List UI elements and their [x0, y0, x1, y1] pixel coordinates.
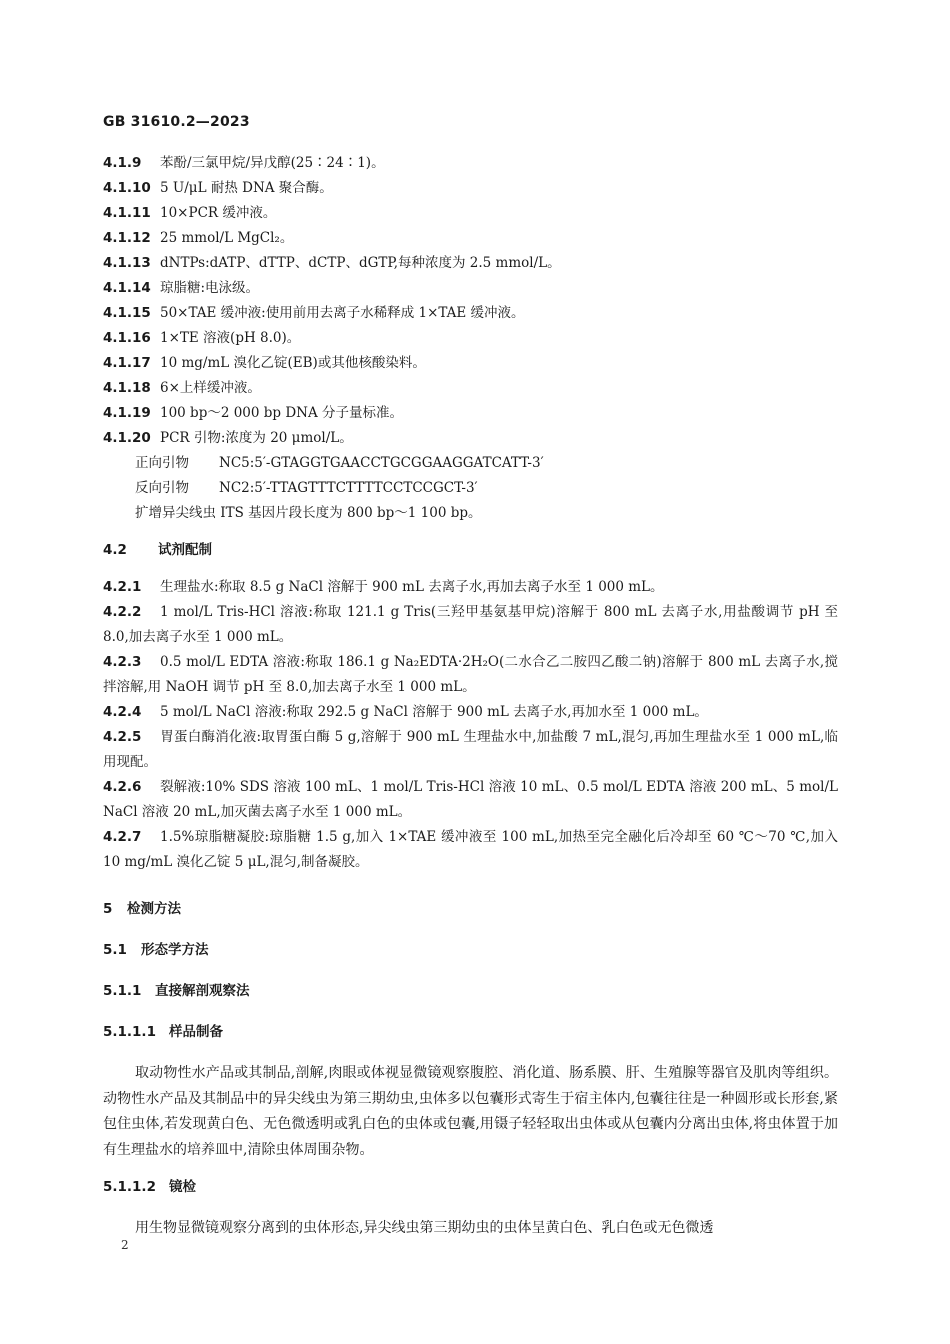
clause-number: 4.1.10: [103, 180, 151, 196]
list-item: [103, 825, 838, 875]
clause-number: 4.2.4: [103, 704, 142, 720]
clause-number: 4.1.15: [103, 305, 151, 321]
clause-number: 4.2.5: [103, 729, 142, 745]
list-item: [103, 775, 838, 825]
clause-text: 1 mol/L Tris-HCl 溶液:称取 121.1 g Tris(三羟甲基氨基甲烷)溶解于 800 mL 去离子水,用盐酸调节 pH 至 8.0,加去离子水至 1 000 mL。: [103, 604, 838, 645]
clause-number: 4.1.16: [103, 330, 151, 346]
list-item: [103, 650, 838, 700]
clause-text: 0.5 mol/L EDTA 溶液:称取 186.1 g Na₂EDTA·2H₂O(二水合乙二胺四乙酸二钠)溶解于 800 mL 去离子水,搅拌溶解,用 NaOH 调节 pH 至 8.0,加去离子水至 1 000 mL。: [103, 654, 838, 695]
section-heading-4-2: [103, 538, 838, 563]
reagent-list: [103, 151, 838, 451]
list-item: [103, 401, 838, 426]
clause-text: 10×PCR 缓冲液。: [160, 205, 277, 221]
microscopy-text: 用生物显微镜观察分离到的虫体形态,异尖线虫第三期幼虫的虫体呈黄白色、乳白色或无色微透: [135, 1220, 714, 1236]
clause-text: 1×TE 溶液(pH 8.0)。: [160, 330, 301, 346]
list-item: [103, 226, 838, 251]
section-title: 直接解剖观察法: [155, 983, 250, 999]
clause-number: 4.1.17: [103, 355, 151, 371]
list-item: [103, 151, 838, 176]
clause-text: 6×上样缓冲液。: [160, 380, 261, 396]
clause-number: 4.2.7: [103, 829, 142, 845]
list-item: [103, 700, 838, 725]
clause-text: 苯酚/三氯甲烷/异戊醇(25∶24∶1)。: [160, 155, 385, 171]
list-item: [103, 301, 838, 326]
clause-number: 4.1.11: [103, 205, 151, 221]
section-number: 5.1.1: [103, 983, 142, 999]
standard-code: GB 31610.2—2023: [103, 114, 250, 130]
clause-text: 胃蛋白酶消化液:取胃蛋白酶 5 g,溶解于 900 mL 生理盐水中,加盐酸 7 mL,混匀,再加生理盐水至 1 000 mL,临用现配。: [103, 729, 838, 770]
list-item: [103, 376, 838, 401]
clause-number: 4.2.2: [103, 604, 142, 620]
clause-text: 5 U/μL 耐热 DNA 聚合酶。: [160, 180, 333, 196]
section-heading-5-1: [103, 938, 838, 963]
section-title: 检测方法: [127, 901, 181, 917]
clause-text: 裂解液:10% SDS 溶液 100 mL、1 mol/L Tris-HCl 溶液 10 mL、0.5 mol/L EDTA 溶液 200 mL、5 mol/L NaCl 溶液 20 mL,加灭菌去离子水至 1 000 mL。: [103, 779, 838, 820]
list-item: [103, 725, 838, 775]
clause-text: 生理盐水:称取 8.5 g NaCl 溶解于 900 mL 去离子水,再加去离子水至 1 000 mL。: [160, 579, 664, 595]
section-title: 镜检: [169, 1179, 196, 1195]
reverse-primer-label: 反向引物: [135, 480, 189, 496]
list-item: [103, 176, 838, 201]
clause-text: dNTPs:dATP、dTTP、dCTP、dGTP,每种浓度为 2.5 mmol/L。: [160, 255, 561, 271]
list-item: [103, 201, 838, 226]
section-number: 5: [103, 901, 113, 917]
section-number: 4.2: [103, 542, 127, 558]
list-item: [103, 326, 838, 351]
clause-number: 4.1.19: [103, 405, 151, 421]
amplicon-note: 扩增异尖线虫 ITS 基因片段长度为 800 bp～1 100 bp。: [135, 505, 482, 521]
list-item: [103, 351, 838, 376]
clause-number: 4.1.12: [103, 230, 151, 246]
reverse-primer-sequence: NC2:5′-TTAGTTTCTTTTCCTCCGCT-3′: [219, 480, 478, 496]
clause-text: PCR 引物:浓度为 20 μmol/L。: [160, 430, 353, 446]
clause-text: 100 bp～2 000 bp DNA 分子量标准。: [160, 405, 404, 421]
section-number: 5.1: [103, 942, 127, 958]
section-number: 5.1.1.2: [103, 1179, 156, 1195]
clause-number: 4.2.6: [103, 779, 142, 795]
forward-primer-label: 正向引物: [135, 455, 189, 471]
preparation-list: [103, 575, 838, 875]
clause-text: 5 mol/L NaCl 溶液:称取 292.5 g NaCl 溶解于 900 mL 去离子水,再加水至 1 000 mL。: [160, 704, 708, 720]
list-item: [103, 575, 838, 600]
list-item: [103, 251, 838, 276]
forward-primer: [103, 451, 838, 476]
section-number: 5.1.1.1: [103, 1024, 156, 1040]
page-number: 2: [121, 1238, 129, 1252]
list-item: [103, 426, 838, 451]
primer-block: [103, 451, 838, 526]
section-heading-5: [103, 897, 838, 922]
list-item: [103, 600, 838, 650]
page-content: [103, 151, 838, 1242]
clause-text: 琼脂糖:电泳级。: [160, 280, 260, 296]
clause-number: 4.1.14: [103, 280, 151, 296]
clause-number: 4.1.18: [103, 380, 151, 396]
reverse-primer: [103, 476, 838, 501]
clause-number: 4.2.3: [103, 654, 142, 670]
clause-text: 25 mmol/L MgCl₂。: [160, 230, 294, 246]
section-heading-5-1-1: [103, 979, 838, 1004]
list-item: [103, 276, 838, 301]
forward-primer-sequence: NC5:5′-GTAGGTGAACCTGCGGAAGGATCATT-3′: [219, 455, 544, 471]
clause-text: 10 mg/mL 溴化乙锭(EB)或其他核酸染料。: [160, 355, 426, 371]
sample-preparation-text: 取动物性水产品或其制品,剖解,肉眼或体视显微镜观察腹腔、消化道、肠系膜、肝、生殖腺等器官及肌肉等组织。动物性水产品及其制品中的异尖线虫为第三期幼虫,虫体多以包囊形式寄生于宿主体内,包囊往往是一种圆形或长形套,紧包住虫体,若发现黄白色、无色微透明或乳白色的虫体或包囊,用镊子轻轻取出虫体或从包囊内分离出虫体,将虫体置于加有生理盐水的培养皿中,清除虫体周围杂物。: [103, 1065, 838, 1158]
clause-number: 4.1.9: [103, 155, 142, 171]
clause-number: 4.2.1: [103, 579, 142, 595]
clause-text: 1.5%琼脂糖凝胶:琼脂糖 1.5 g,加入 1×TAE 缓冲液至 100 mL,加热至完全融化后冷却至 60 ℃～70 ℃,加入 10 mg/mL 溴化乙锭 5 μL,混匀,制备凝胶。: [103, 829, 838, 870]
clause-number: 4.1.20: [103, 430, 151, 446]
clause-text: 50×TAE 缓冲液:使用前用去离子水稀释成 1×TAE 缓冲液。: [160, 305, 525, 321]
section-title: 样品制备: [169, 1024, 223, 1040]
section-title: 形态学方法: [141, 942, 209, 958]
section-title: 试剂配制: [158, 542, 212, 558]
clause-number: 4.1.13: [103, 255, 151, 271]
section-heading-5-1-1-2: [103, 1175, 838, 1200]
section-heading-5-1-1-1: [103, 1020, 838, 1045]
